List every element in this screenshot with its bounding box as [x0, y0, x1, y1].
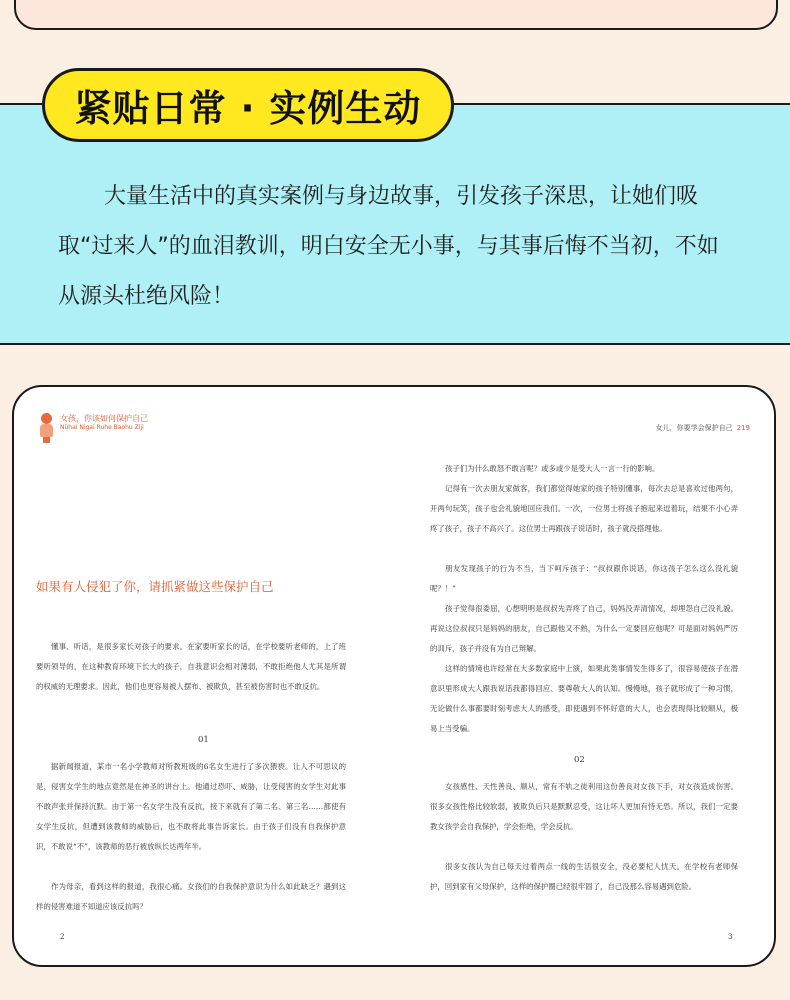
right-page	[428, 405, 750, 945]
book-title-pinyin: Nühai Nigai Ruhe Baohu Ziji	[60, 424, 144, 431]
right-page-number: 3	[728, 933, 733, 941]
feature-title: 紧贴日常 · 实例生动	[42, 68, 454, 142]
right-header-page: 219	[736, 424, 750, 432]
girl-logo-icon	[38, 413, 56, 443]
right-header-title: 女儿，你要学会保护自己	[655, 424, 733, 432]
right-paragraph-6: 很多女孩认为自己每天过着两点一线的生活很安全，没必要杞人忧天。在学校有老师保护，回到家有父母保护，这样的保护圈已经很牢固了，自己没那么容易遇到危险。	[430, 862, 738, 891]
feature-description: 大量生活中的真实案例与身边故事，引发孩子深思，让她们吸取“过来人”的血泪教训，明白安全无小事，与其事后悔不当初，不如从源头杜绝风险！	[58, 184, 719, 309]
right-paragraph-0: 孩子们为什么敢怒不敢言呢？或多或少是受大人一言一行的影响。	[445, 464, 660, 473]
section-number-01: 01	[198, 735, 209, 745]
section-title: 如果有人侵犯了你，请抓紧做这些保护自己	[36, 579, 274, 594]
left-paragraph-1: 据新闻报道，某市一名小学教师对所教班级的6名女生进行了多次猥亵。让人不可思议的是，侵害女学生的地点竟然是在神圣的讲台上。他通过恐吓、威胁，让受侵害的女学生对此事不敢声张并保持沉默。由于第一名女学生没有反抗，接下来就有了第二名、第三名……都使有女学生反抗，但遭到该教师的威胁后，也不敢将此事告诉家长。由于孩子们没有自我保护意识，不敢说“不”，该教师的恶行被放纵长达两年半。	[36, 762, 346, 851]
previous-card	[14, 0, 778, 30]
left-page	[36, 405, 368, 945]
left-paragraph-2: 作为母亲，看到这样的报道，我很心痛。女孩们的自我保护意识为什么如此缺乏？遇到这样的侵害难道不知道应该反抗吗？	[36, 882, 346, 911]
left-page-number: 2	[60, 933, 65, 941]
right-paragraph-4: 这样的情境也许经常在大多数家庭中上演，如果此类事情发生得多了，很容易使孩子在潜意识里形成大人跟我说话我都得回应、要尊敬大人的认知。慢慢地，孩子就形成了一种习惯，无论做什么事都要时刻考虑大人的感受，即使遇到不怀好意的大人，也会表现得比较顺从，极易上当受骗。	[430, 664, 738, 733]
right-paragraph-2: 朋友发现孩子的行为不当，当下呵斥孩子：“叔叔跟你说话，你这孩子怎么这么没礼貌呢？！”	[430, 564, 738, 593]
right-page-header	[656, 423, 750, 433]
right-paragraph-5: 女孩感性、天性善良、顺从，常有不轨之徒利用这份善良对女孩下手，对女孩造成伤害。很多女孩性格比较软弱，被欺负后只是默默忍受，这让坏人更加有恃无恐。所以，我们一定要教女孩学会自我保护，学会拒绝，学会反抗。	[430, 782, 738, 831]
section-number-02: 02	[574, 755, 585, 765]
left-page-header	[38, 413, 148, 443]
right-paragraph-1: 记得有一次去朋友家做客，我们都觉得她家的孩子特别懂事，每次去总是喜欢过他两句，开两句玩笑，孩子也会礼貌地回应我们。一次，一位男士将孩子抱起来逗着玩，结果不小心弄疼了孩子，孩子不高兴了。这位男士再跟孩子说话时，孩子就没搭理他。	[430, 484, 738, 533]
book-title: 女孩，你该如何保护自己	[60, 414, 148, 423]
left-intro-paragraph: 懂事、听话，是很多家长对孩子的要求。在家要听家长的话，在学校要听老师的，上了班要听领导的，在这种教育环境下长大的孩子，自我意识会相对薄弱，不敢拒绝他人尤其是所谓的权威的无理要求。因此，他们也更容易被人摆布、被欺负，甚至被伤害时也不敢反抗。	[36, 642, 346, 691]
right-paragraph-3: 孩子觉得很委屈，心想明明是叔叔先弄疼了自己，妈妈没弄清情况，却埋怨自己没礼貌。再说这位叔叔只是妈妈的朋友，自己跟他又不熟，为什么一定要回应他呢？可是面对妈妈严厉的训斥，孩子并没有为自己辩解。	[430, 604, 738, 653]
